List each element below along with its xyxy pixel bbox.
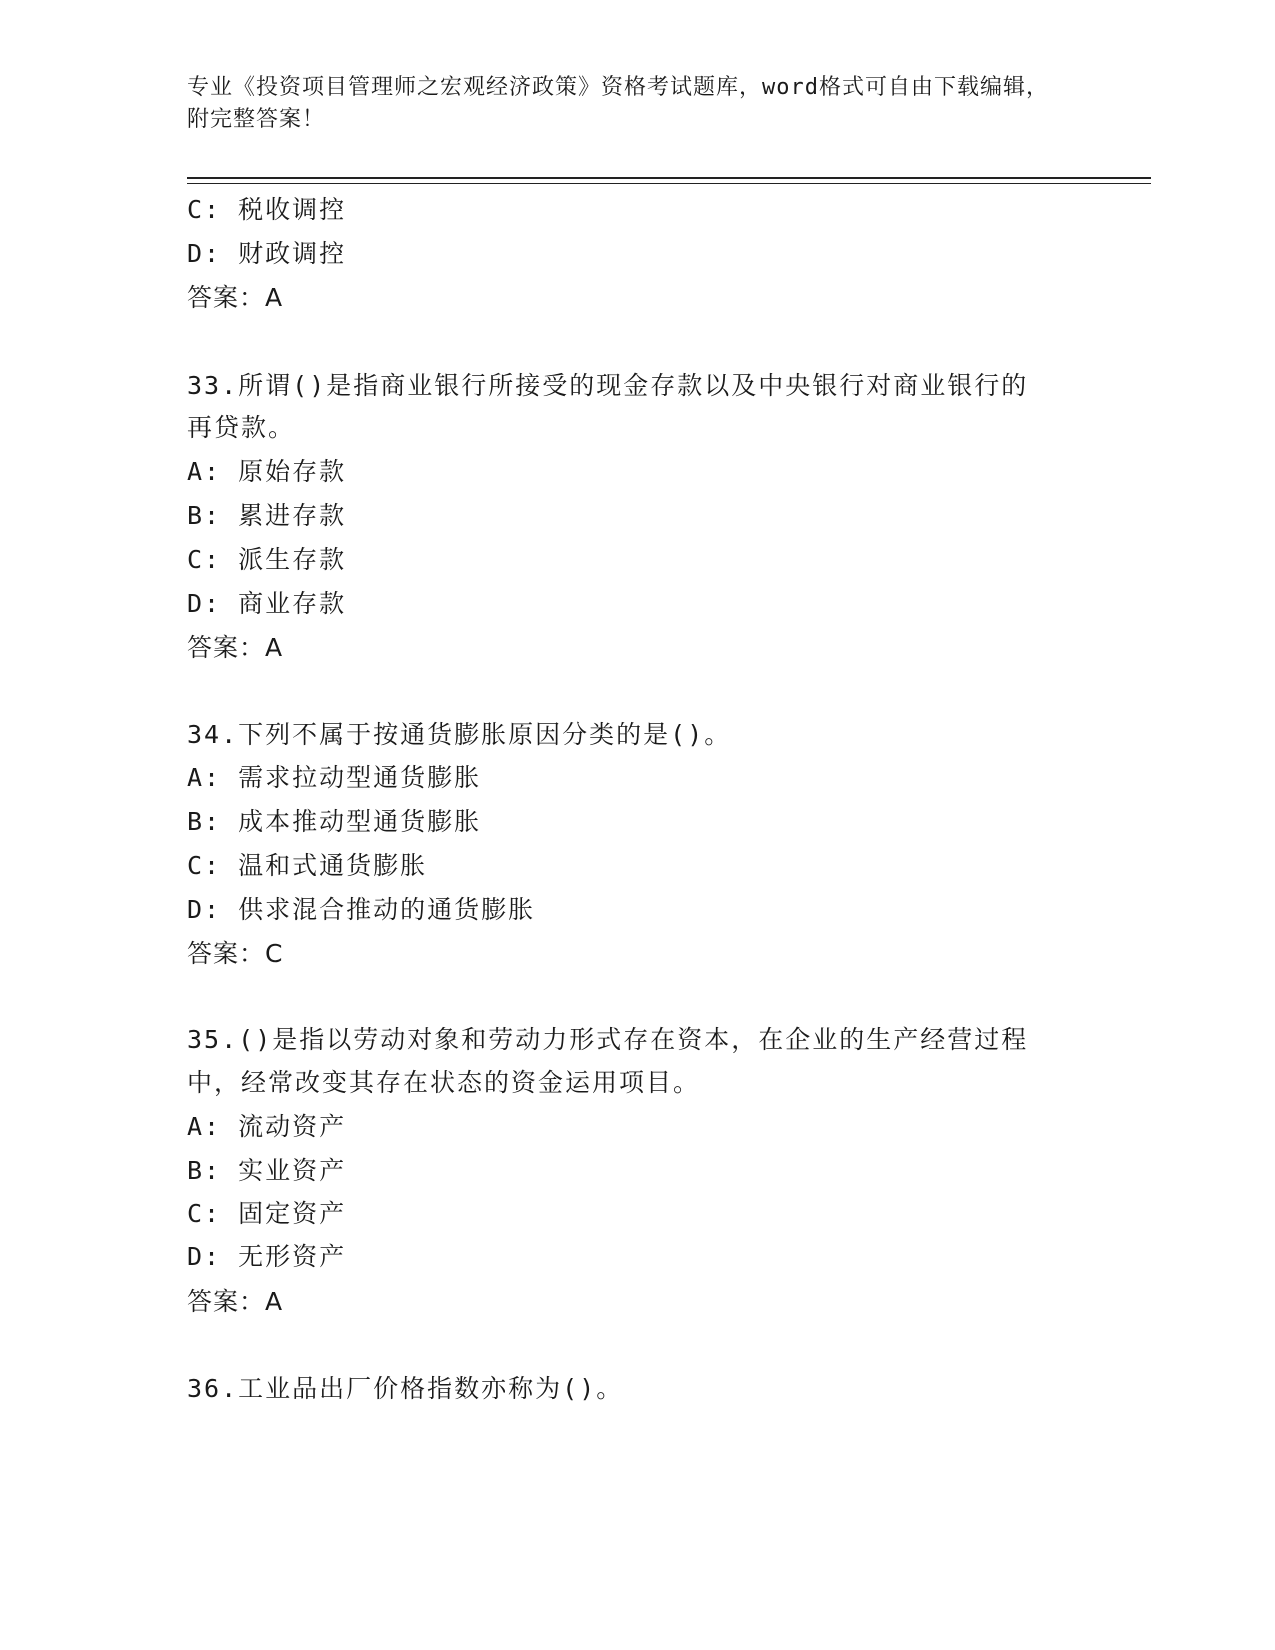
header-divider-thick <box>187 177 1151 179</box>
q33-option-b: B: 累进存款 <box>187 501 347 530</box>
q34-stem-line1: 34.下列不属于按通货膨胀原因分类的是()。 <box>187 720 732 749</box>
q34-option-d: D: 供求混合推动的通货膨胀 <box>187 895 536 924</box>
q33-stem-line2: 再贷款。 <box>187 413 296 442</box>
prev-option-d: D: 财政调控 <box>187 239 347 268</box>
header-divider-thin <box>187 183 1151 184</box>
document-header: 专业《投资项目管理师之宏观经济政策》资格考试题库，word格式可自由下载编辑，附完整答案！ <box>187 75 1049 132</box>
prev-option-c: C: 税收调控 <box>187 195 347 224</box>
q35-answer: 答案：A <box>187 1287 284 1316</box>
q35-stem-line2: 中，经常改变其存在状态的资金运用项目。 <box>187 1068 701 1097</box>
q35-option-b: B: 实业资产 <box>187 1156 347 1185</box>
q36-stem-line1: 36.工业品出厂价格指数亦称为()。 <box>187 1374 624 1403</box>
q34-answer: 答案：C <box>187 939 284 968</box>
q34-option-a: A: 需求拉动型通货膨胀 <box>187 763 482 792</box>
q35-stem-line1: 35.()是指以劳动对象和劳动力形式存在资本，在企业的生产经营过程 <box>187 1025 1029 1054</box>
q35-option-d: D: 无形资产 <box>187 1242 347 1271</box>
q33-option-d: D: 商业存款 <box>187 589 347 618</box>
q35-option-a: A: 流动资产 <box>187 1112 347 1141</box>
q33-answer: 答案：A <box>187 633 284 662</box>
q33-option-a: A: 原始存款 <box>187 457 347 486</box>
prev-answer: 答案：A <box>187 283 284 312</box>
q34-option-c: C: 温和式通货膨胀 <box>187 851 428 880</box>
q33-stem-line1: 33.所谓()是指商业银行所接受的现金存款以及中央银行对商业银行的 <box>187 371 1029 400</box>
q33-option-c: C: 派生存款 <box>187 545 347 574</box>
q35-option-c: C: 固定资产 <box>187 1199 347 1228</box>
q34-option-b: B: 成本推动型通货膨胀 <box>187 807 482 836</box>
